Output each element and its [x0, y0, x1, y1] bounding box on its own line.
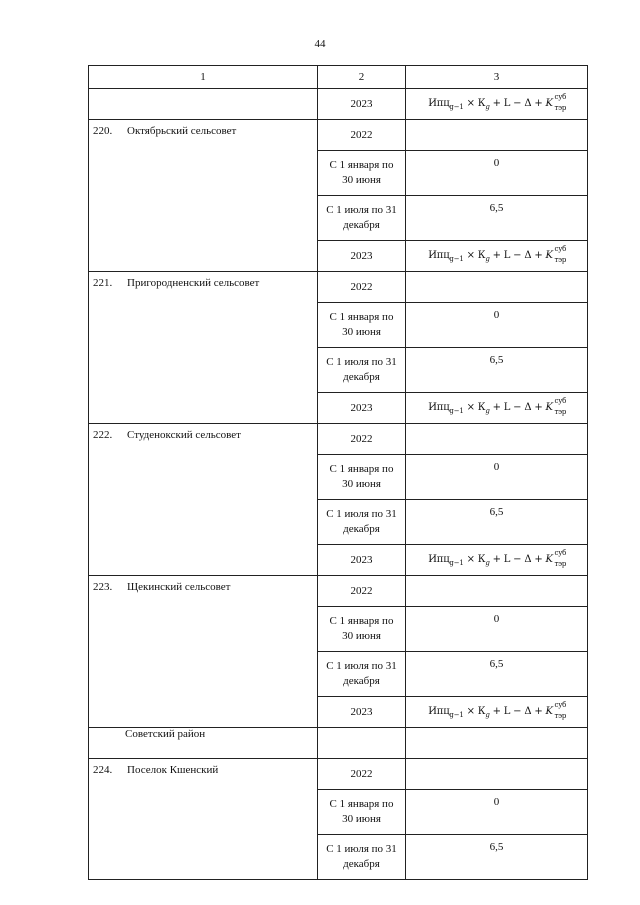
- value-cell: 0: [406, 303, 588, 348]
- formula-k-sub: g: [485, 103, 490, 111]
- value-cell: 6,5: [406, 835, 588, 880]
- formula-cell: [406, 697, 588, 728]
- settlement-row: [89, 759, 588, 790]
- formula-kter: K: [545, 402, 553, 413]
- formula-kter-sub: тэр: [554, 408, 567, 416]
- carry-over-row: [89, 89, 588, 120]
- district-row: [89, 728, 588, 759]
- settlement-label: [89, 759, 317, 776]
- period-line: С 1 января по: [329, 159, 394, 171]
- tariff-formula: [428, 245, 567, 264]
- formula-prefix: Ипц: [428, 706, 450, 717]
- formula-prefix: Ипц: [428, 554, 450, 565]
- tariff-formula: [428, 93, 567, 112]
- year-cell: 2022: [318, 272, 406, 303]
- empty-cell: [318, 728, 406, 759]
- settlement-number: 224.: [93, 764, 113, 776]
- formula-kter-sub: тэр: [554, 104, 567, 112]
- year-cell: 2023: [318, 545, 406, 576]
- settlement-label: [89, 120, 317, 137]
- settlement-cell: [89, 576, 318, 728]
- period-line: С 1 июля по 31: [326, 843, 397, 855]
- formula-times: ×: [466, 402, 475, 413]
- settlement-cell: [89, 424, 318, 576]
- formula-k: К: [477, 98, 486, 109]
- settlement-cell: [89, 120, 318, 272]
- value-cell: 6,5: [406, 196, 588, 241]
- period-line: 30 июня: [342, 326, 381, 338]
- period-cell: [318, 607, 406, 652]
- settlement-row: [89, 272, 588, 303]
- settlement-cell: [89, 759, 318, 880]
- tariff-formula: [428, 549, 567, 568]
- period-line: 30 июня: [342, 813, 381, 825]
- period-cell: [318, 196, 406, 241]
- settlement-row: [89, 120, 588, 151]
- formula-kter-sub: тэр: [554, 712, 567, 720]
- formula-prefix-sub: g−1: [449, 407, 464, 415]
- year-cell: 2022: [318, 120, 406, 151]
- period-line: С 1 января по: [329, 463, 394, 475]
- formula-cell: [406, 241, 588, 272]
- settlement-name: Поселок Кшенский: [127, 764, 219, 776]
- col-header-3: 3: [406, 66, 588, 89]
- settlement-label: [89, 272, 317, 289]
- formula-cell: [406, 545, 588, 576]
- district-name: Советский район: [125, 728, 206, 740]
- value-cell: 6,5: [406, 652, 588, 697]
- formula-prefix: Ипц: [428, 250, 450, 261]
- formula-kter: K: [545, 706, 553, 717]
- formula-times: ×: [466, 98, 475, 109]
- settlement-label: [89, 576, 317, 593]
- year-cell: 2023: [318, 241, 406, 272]
- formula-rest: + L − Δ +: [492, 402, 543, 413]
- period-cell: [318, 348, 406, 393]
- formula-kter: K: [545, 98, 553, 109]
- year-cell: 2022: [318, 424, 406, 455]
- formula-times: ×: [466, 706, 475, 717]
- settlement-number: 222.: [93, 429, 113, 441]
- formula-kter-sub: тэр: [554, 256, 567, 264]
- formula-k: К: [477, 402, 486, 413]
- period-line: С 1 января по: [329, 311, 394, 323]
- period-line: С 1 января по: [329, 615, 394, 627]
- year-cell: 2022: [318, 576, 406, 607]
- settlement-number: 221.: [93, 277, 113, 289]
- formula-prefix: Ипц: [428, 98, 450, 109]
- period-line: 30 июня: [342, 630, 381, 642]
- formula-k: К: [477, 554, 486, 565]
- settlement-name: Пригородненский сельсовет: [127, 277, 260, 289]
- period-line: декабря: [343, 523, 380, 535]
- formula-kter-sup: суб: [554, 397, 567, 405]
- formula-kter-sup: суб: [554, 245, 567, 253]
- formula-prefix-sub: g−1: [449, 103, 464, 111]
- formula-kter-sub: тэр: [554, 560, 567, 568]
- settlement-cell: [89, 272, 318, 424]
- tariff-table: [88, 65, 588, 880]
- header-row: [89, 66, 588, 89]
- empty-cell: [89, 89, 318, 120]
- formula-prefix-sub: g−1: [449, 559, 464, 567]
- settlement-label: [89, 424, 317, 441]
- period-cell: [318, 835, 406, 880]
- period-line: С 1 июля по 31: [326, 508, 397, 520]
- district-cell: [89, 728, 318, 759]
- settlement-row: [89, 424, 588, 455]
- formula-times: ×: [466, 554, 475, 565]
- col-header-2: 2: [318, 66, 406, 89]
- tariff-formula: [428, 701, 567, 720]
- formula-prefix-sub: g−1: [449, 255, 464, 263]
- formula-kter-sup: суб: [554, 93, 567, 101]
- page-number: 44: [314, 38, 326, 50]
- value-cell: 6,5: [406, 348, 588, 393]
- period-cell: [318, 455, 406, 500]
- year-cell: 2023: [318, 393, 406, 424]
- tariff-formula: [428, 397, 567, 416]
- period-line: С 1 июля по 31: [326, 660, 397, 672]
- period-line: 30 июня: [342, 174, 381, 186]
- period-cell: [318, 790, 406, 835]
- value-cell: 0: [406, 790, 588, 835]
- period-cell: [318, 151, 406, 196]
- formula-kter-sup: суб: [554, 549, 567, 557]
- period-cell: [318, 303, 406, 348]
- formula-rest: + L − Δ +: [492, 706, 543, 717]
- formula-k: К: [477, 250, 486, 261]
- period-line: декабря: [343, 675, 380, 687]
- period-cell: [318, 500, 406, 545]
- period-line: 30 июня: [342, 478, 381, 490]
- year-cell: 2023: [318, 89, 406, 120]
- empty-cell: [406, 272, 588, 303]
- formula-prefix-sub: g−1: [449, 711, 464, 719]
- value-cell: 0: [406, 151, 588, 196]
- formula-k-sub: g: [485, 559, 490, 567]
- formula-prefix: Ипц: [428, 402, 450, 413]
- formula-k-sub: g: [485, 407, 490, 415]
- value-cell: 0: [406, 455, 588, 500]
- settlement-name: Октябрьский сельсовет: [127, 125, 237, 137]
- formula-kter-sup: суб: [554, 701, 567, 709]
- settlement-name: Щекинский сельсовет: [127, 581, 231, 593]
- period-line: декабря: [343, 219, 380, 231]
- period-cell: [318, 652, 406, 697]
- period-line: декабря: [343, 371, 380, 383]
- formula-k: К: [477, 706, 486, 717]
- col-header-1: 1: [89, 66, 318, 89]
- period-line: С 1 июля по 31: [326, 204, 397, 216]
- settlement-number: 220.: [93, 125, 113, 137]
- period-line: декабря: [343, 858, 380, 870]
- value-cell: 6,5: [406, 500, 588, 545]
- formula-rest: + L − Δ +: [492, 554, 543, 565]
- year-cell: 2023: [318, 697, 406, 728]
- formula-k-sub: g: [485, 255, 490, 263]
- period-line: С 1 июля по 31: [326, 356, 397, 368]
- empty-cell: [406, 576, 588, 607]
- period-line: С 1 января по: [329, 798, 394, 810]
- value-cell: 0: [406, 607, 588, 652]
- year-cell: 2022: [318, 759, 406, 790]
- empty-cell: [406, 424, 588, 455]
- formula-cell: [406, 89, 588, 120]
- formula-times: ×: [466, 250, 475, 261]
- formula-cell: [406, 393, 588, 424]
- settlement-number: 223.: [93, 581, 113, 593]
- formula-k-sub: g: [485, 711, 490, 719]
- formula-kter: K: [545, 554, 553, 565]
- empty-cell: [406, 120, 588, 151]
- formula-rest: + L − Δ +: [492, 98, 543, 109]
- empty-cell: [406, 728, 588, 759]
- formula-kter: K: [545, 250, 553, 261]
- formula-rest: + L − Δ +: [492, 250, 543, 261]
- empty-cell: [406, 759, 588, 790]
- settlement-row: [89, 576, 588, 607]
- settlement-name: Студенокский сельсовет: [127, 429, 241, 441]
